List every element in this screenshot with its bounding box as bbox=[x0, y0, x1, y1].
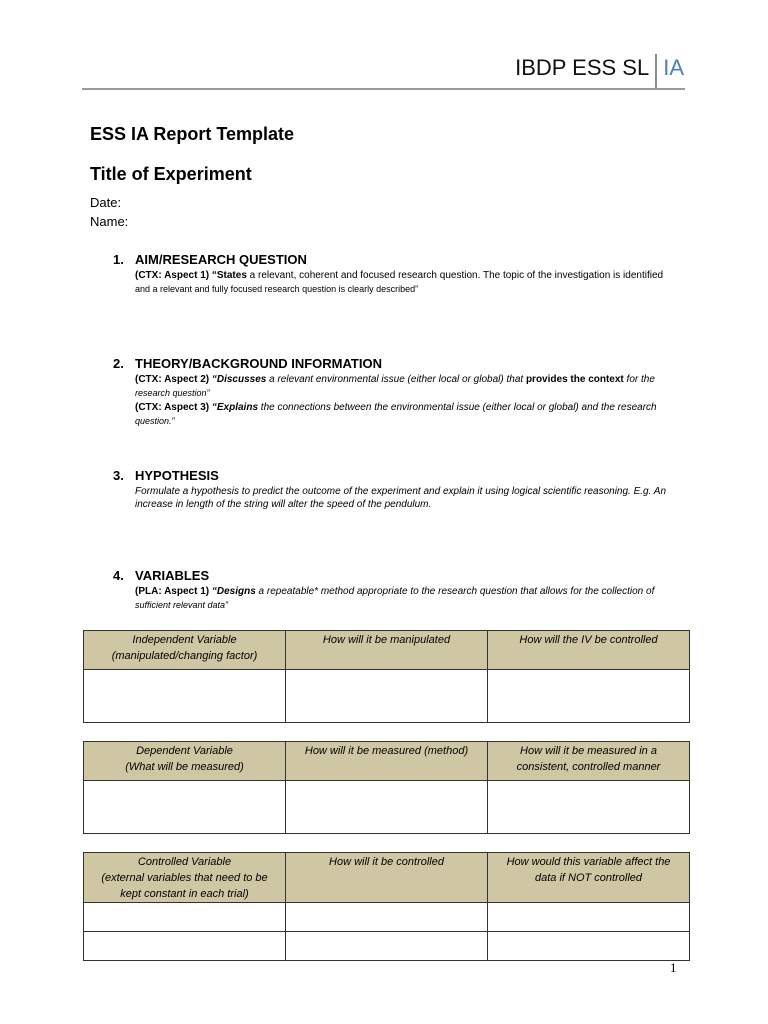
table-cell[interactable] bbox=[488, 932, 690, 961]
page-number: 1 bbox=[670, 960, 677, 975]
course-title: IBDP ESS SL bbox=[515, 55, 650, 80]
table-cell[interactable] bbox=[286, 932, 488, 961]
header-text: (external variables that need to be bbox=[101, 872, 268, 884]
body-text: the connections between the environmental issue (either local or global) and the research bbox=[258, 402, 657, 413]
table-cell[interactable] bbox=[84, 781, 286, 834]
aspect-tag: (CTX: Aspect 2) bbox=[135, 374, 212, 385]
header-rule bbox=[82, 88, 685, 90]
header-text: data if NOT controlled bbox=[535, 872, 642, 884]
table-cell[interactable] bbox=[286, 670, 488, 723]
section-heading bbox=[113, 568, 683, 583]
section-hypothesis bbox=[113, 468, 683, 511]
header-text: (What will be measured) bbox=[125, 761, 244, 773]
command-term: “Designs bbox=[211, 586, 256, 597]
section-title: HYPOTHESIS bbox=[135, 468, 219, 483]
command-term: “Discusses bbox=[211, 374, 267, 385]
header-text: Controlled Variable bbox=[137, 856, 232, 868]
table-cell[interactable] bbox=[84, 670, 286, 723]
table-header-row bbox=[84, 742, 690, 781]
header-cell-how-controlled bbox=[286, 853, 488, 903]
section-title: AIM/RESEARCH QUESTION bbox=[135, 252, 307, 267]
header-cell-iv-controlled bbox=[488, 631, 690, 670]
body-text: for the bbox=[623, 374, 655, 385]
section-number: 3. bbox=[113, 468, 124, 483]
section-number: 2. bbox=[113, 356, 124, 371]
section-body bbox=[135, 270, 683, 295]
header-text: Independent Variable bbox=[132, 634, 237, 646]
table-row bbox=[84, 932, 690, 961]
aspect-tag: (CTX: Aspect 1) “States bbox=[135, 270, 247, 281]
table-row bbox=[84, 781, 690, 834]
table-row bbox=[84, 670, 690, 723]
header-text: kept constant in each trial) bbox=[120, 888, 249, 900]
section-heading bbox=[113, 468, 683, 483]
controlled-variable-table bbox=[83, 852, 690, 961]
date-label: Date: bbox=[90, 195, 122, 210]
header-cell-affect-data bbox=[488, 853, 690, 903]
section-theory bbox=[113, 356, 683, 427]
header-cell-measured-method bbox=[286, 742, 488, 781]
section-heading bbox=[113, 356, 683, 371]
header-text: How will it be controlled bbox=[329, 856, 444, 868]
section-body bbox=[135, 486, 683, 511]
header-text: consistent, controlled manner bbox=[516, 761, 661, 773]
dependent-variable-table bbox=[83, 741, 690, 834]
table-cell[interactable] bbox=[286, 781, 488, 834]
name-label: Name: bbox=[90, 214, 129, 229]
command-term: “Explains bbox=[211, 402, 259, 413]
body-text: a relevant, coherent and focused research question. The topic of the investigation is identified bbox=[246, 270, 664, 281]
body-text: Formulate a hypothesis to predict the outcome of the experiment and explain it using logical scientific reasoning. E.g. An bbox=[135, 486, 667, 497]
table-cell[interactable] bbox=[488, 903, 690, 932]
header-cell-independent-variable bbox=[84, 631, 286, 670]
header-text: How will the IV be controlled bbox=[519, 634, 658, 646]
header-text: How will it be measured in a bbox=[520, 745, 657, 757]
header-text: Dependent Variable bbox=[136, 745, 233, 757]
report-title: ESS IA Report Template bbox=[90, 124, 295, 144]
section-variables bbox=[113, 568, 683, 611]
section-aim bbox=[113, 252, 683, 295]
section-heading bbox=[113, 252, 683, 267]
table-cell[interactable] bbox=[84, 903, 286, 932]
section-body bbox=[135, 586, 683, 611]
emphasis-text: provides the context bbox=[525, 374, 624, 385]
section-body bbox=[135, 374, 683, 427]
section-title: VARIABLES bbox=[135, 568, 210, 583]
table-cell[interactable] bbox=[488, 781, 690, 834]
header-text: How would this variable affect the bbox=[506, 856, 671, 868]
header-cell-consistent-manner bbox=[488, 742, 690, 781]
aspect-tag: (PLA: Aspect 1) bbox=[135, 586, 212, 597]
section-title: THEORY/BACKGROUND INFORMATION bbox=[135, 356, 382, 371]
section-number: 4. bbox=[113, 568, 124, 583]
section-number: 1. bbox=[113, 252, 124, 267]
body-text: research question” bbox=[135, 387, 210, 398]
page-header bbox=[515, 54, 684, 90]
body-text: increase in length of the string will alter the speed of the pendulum. bbox=[135, 498, 432, 510]
course-suffix: IA bbox=[663, 55, 684, 80]
body-text: and a relevant and fully focused research question is clearly described” bbox=[135, 283, 419, 294]
body-text: question.” bbox=[135, 415, 175, 426]
table-row bbox=[84, 903, 690, 932]
header-text: How will it be measured (method) bbox=[304, 745, 469, 757]
header-text: How will it be manipulated bbox=[322, 634, 451, 646]
table-cell[interactable] bbox=[84, 932, 286, 961]
experiment-title: Title of Experiment bbox=[90, 164, 252, 184]
header-cell-dependent-variable bbox=[84, 742, 286, 781]
table-cell[interactable] bbox=[286, 903, 488, 932]
body-text: a relevant environmental issue (either local or global) that bbox=[266, 374, 526, 385]
table-header-row bbox=[84, 631, 690, 670]
aspect-tag: (CTX: Aspect 3) bbox=[135, 402, 212, 413]
header-cell-manipulated bbox=[286, 631, 488, 670]
header-text: (manipulated/changing factor) bbox=[111, 650, 258, 662]
table-cell[interactable] bbox=[488, 670, 690, 723]
header-cell-controlled-variable bbox=[84, 853, 286, 903]
body-text: a repeatable* method appropriate to the research question that allows for the collection of bbox=[255, 586, 655, 597]
independent-variable-table bbox=[83, 630, 690, 723]
table-header-row bbox=[84, 853, 690, 903]
body-text: sufficient relevant data” bbox=[135, 599, 229, 610]
